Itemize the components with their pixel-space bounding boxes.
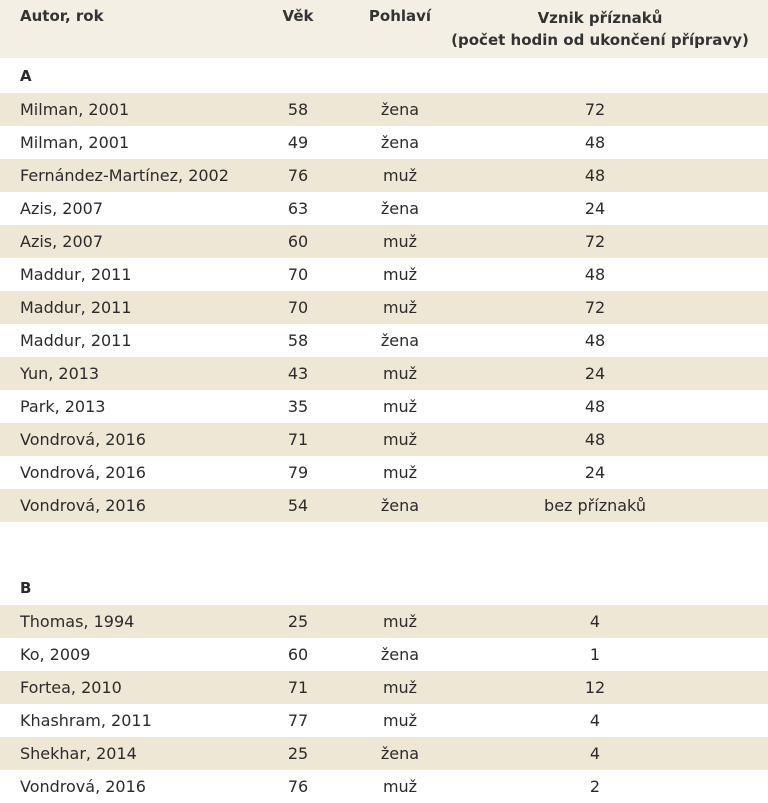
table-row [0, 456, 768, 489]
cell-age: 25 [287, 744, 309, 763]
header-age: Věk [282, 7, 314, 25]
cell-onset: 2 [589, 777, 601, 796]
cell-author: Vondrová, 2016 [20, 463, 146, 482]
cell-author: Fernández-Martínez, 2002 [20, 166, 229, 185]
cell-age: 43 [287, 364, 309, 383]
table-body [0, 58, 768, 803]
group-label: A [20, 67, 32, 85]
cell-onset: bez příznaků [544, 496, 646, 515]
cell-author: Park, 2013 [20, 397, 106, 416]
group-spacer [0, 522, 768, 570]
cell-sex: muž [382, 364, 418, 383]
cell-age: 71 [287, 678, 309, 697]
cell-sex: muž [382, 232, 418, 251]
table-row [0, 638, 768, 671]
cell-sex: žena [380, 199, 420, 218]
table-row [0, 258, 768, 291]
cell-age: 76 [287, 777, 309, 796]
header-onset [440, 7, 760, 51]
table-row [0, 159, 768, 192]
table-row [0, 225, 768, 258]
header-author: Autor, rok [20, 7, 104, 25]
cell-author: Shekhar, 2014 [20, 744, 137, 763]
cell-sex: muž [382, 265, 418, 284]
header-onset-line2: (počet hodin od ukončení přípravy) [451, 31, 749, 49]
table-row [0, 126, 768, 159]
cell-age: 79 [287, 463, 309, 482]
cell-onset: 4 [589, 612, 601, 631]
cell-author: Milman, 2001 [20, 100, 130, 119]
cell-onset: 48 [584, 331, 606, 350]
cell-age: 35 [287, 397, 309, 416]
cell-author: Maddur, 2011 [20, 331, 132, 350]
cell-onset: 48 [584, 265, 606, 284]
cell-author: Maddur, 2011 [20, 265, 132, 284]
header-sex: Pohlaví [368, 7, 432, 25]
cell-onset: 12 [584, 678, 606, 697]
cell-age: 76 [287, 166, 309, 185]
cell-sex: muž [382, 397, 418, 416]
cell-age: 49 [287, 133, 309, 152]
table-row [0, 390, 768, 423]
cell-onset: 72 [584, 298, 606, 317]
cell-onset: 4 [589, 711, 601, 730]
cell-onset: 24 [584, 199, 606, 218]
cell-age: 70 [287, 298, 309, 317]
cell-onset: 24 [584, 463, 606, 482]
cell-author: Thomas, 1994 [20, 612, 135, 631]
cell-age: 77 [287, 711, 309, 730]
group-label: B [20, 579, 32, 597]
cell-sex: muž [382, 777, 418, 796]
cell-onset: 48 [584, 166, 606, 185]
cell-author: Azis, 2007 [20, 199, 104, 218]
table-row [0, 324, 768, 357]
cell-onset: 48 [584, 133, 606, 152]
cell-age: 58 [287, 100, 309, 119]
cell-age: 71 [287, 430, 309, 449]
cell-sex: muž [382, 430, 418, 449]
cell-age: 63 [287, 199, 309, 218]
table-row [0, 737, 768, 770]
cell-author: Ko, 2009 [20, 645, 91, 664]
cell-age: 60 [287, 232, 309, 251]
cell-sex: žena [380, 331, 420, 350]
cell-sex: muž [382, 166, 418, 185]
cell-sex: muž [382, 463, 418, 482]
cell-sex: muž [382, 612, 418, 631]
cell-age: 58 [287, 331, 309, 350]
cell-author: Vondrová, 2016 [20, 430, 146, 449]
cell-author: Yun, 2013 [20, 364, 100, 383]
cell-author: Milman, 2001 [20, 133, 130, 152]
cell-author: Vondrová, 2016 [20, 496, 146, 515]
cell-author: Fortea, 2010 [20, 678, 122, 697]
table-row [0, 93, 768, 126]
table-row [0, 489, 768, 522]
cell-onset: 24 [584, 364, 606, 383]
cell-onset: 48 [584, 397, 606, 416]
cell-age: 60 [287, 645, 309, 664]
cell-author: Azis, 2007 [20, 232, 104, 251]
cell-sex: muž [382, 298, 418, 317]
cell-age: 70 [287, 265, 309, 284]
cell-sex: žena [380, 744, 420, 763]
cell-sex: žena [380, 496, 420, 515]
table-row [0, 291, 768, 324]
cell-sex: žena [380, 645, 420, 664]
cell-author: Khashram, 2011 [20, 711, 152, 730]
cell-sex: muž [382, 711, 418, 730]
table-row [0, 605, 768, 638]
table-row [0, 704, 768, 737]
cell-onset: 48 [584, 430, 606, 449]
cell-age: 25 [287, 612, 309, 631]
cell-sex: muž [382, 678, 418, 697]
cell-onset: 72 [584, 232, 606, 251]
group-label-row [0, 58, 768, 93]
cell-sex: žena [380, 133, 420, 152]
table-row [0, 770, 768, 803]
table-row [0, 357, 768, 390]
cell-author: Maddur, 2011 [20, 298, 132, 317]
table-row [0, 192, 768, 225]
cell-sex: žena [380, 100, 420, 119]
group-label-row [0, 570, 768, 605]
cell-author: Vondrová, 2016 [20, 777, 146, 796]
cell-onset: 1 [589, 645, 601, 664]
table-row [0, 423, 768, 456]
cell-age: 54 [287, 496, 309, 515]
cell-onset: 4 [589, 744, 601, 763]
table-row [0, 671, 768, 704]
header-onset-line1: Vznik příznaků [537, 9, 663, 27]
cell-onset: 72 [584, 100, 606, 119]
table-header [0, 0, 768, 58]
